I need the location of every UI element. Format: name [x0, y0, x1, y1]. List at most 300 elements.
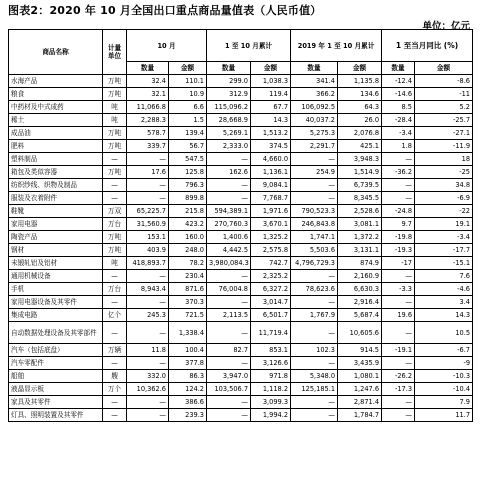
cell-cum-qty: 1,400.6: [207, 231, 251, 244]
cell-name: 服装及衣着附件: [9, 192, 103, 205]
cell-month-qty: —: [127, 357, 169, 370]
table-row: [9, 383, 473, 396]
table-row: [9, 396, 473, 409]
cell-cum-qty: —: [207, 153, 251, 166]
table-row: [9, 270, 473, 283]
cell-prev-amt: 2,871.4: [338, 396, 382, 409]
cell-month-qty: —: [127, 192, 169, 205]
cell-yoy-qty: -36.2: [382, 166, 415, 179]
cell-yoy-qty: -19.8: [382, 231, 415, 244]
cell-month-qty: —: [127, 409, 169, 422]
cell-cum-amt: 2,575.8: [251, 244, 291, 257]
table-row: [9, 127, 473, 140]
cell-unit: 万吨: [103, 231, 127, 244]
cell-unit: —: [103, 179, 127, 192]
cell-name: 船舶: [9, 370, 103, 383]
table-row: [9, 322, 473, 344]
cell-yoy-qty: -28.4: [382, 114, 415, 127]
cell-cum-amt: 1,971.6: [251, 205, 291, 218]
cell-yoy-qty: -3.3: [382, 283, 415, 296]
cell-yoy-amt: 5.2: [415, 101, 473, 114]
cell-unit: 万吨: [103, 140, 127, 153]
cell-prev-qty: 102.3: [291, 344, 338, 357]
cell-yoy-qty: -19.1: [382, 344, 415, 357]
cell-unit: 万吨: [103, 127, 127, 140]
cell-prev-amt: 134.6: [338, 88, 382, 101]
cell-unit: —: [103, 357, 127, 370]
cell-prev-amt: 6,739.5: [338, 179, 382, 192]
cell-month-qty: 17.6: [127, 166, 169, 179]
cell-name: 通用机械设备: [9, 270, 103, 283]
export-table: [8, 29, 473, 422]
cell-prev-qty: 5,275.3: [291, 127, 338, 140]
cell-month-qty: —: [127, 179, 169, 192]
cell-yoy-amt: -22: [415, 205, 473, 218]
cell-name: 集成电路: [9, 309, 103, 322]
cell-month-amt: 386.6: [169, 396, 207, 409]
cell-unit: 吨: [103, 101, 127, 114]
cell-month-amt: 139.4: [169, 127, 207, 140]
cell-prev-qty: —: [291, 296, 338, 309]
cell-yoy-amt: -9: [415, 357, 473, 370]
cell-month-qty: 403.9: [127, 244, 169, 257]
cell-yoy-qty: -17: [382, 257, 415, 270]
cell-cum-amt: 1,038.3: [251, 75, 291, 88]
cell-prev-amt: 3,948.3: [338, 153, 382, 166]
cell-cum-amt: 67.7: [251, 101, 291, 114]
table-row: [9, 179, 473, 192]
cell-cum-qty: 82.7: [207, 344, 251, 357]
cell-month-qty: 339.7: [127, 140, 169, 153]
cell-prev-amt: 3,435.9: [338, 357, 382, 370]
cell-month-amt: 377.8: [169, 357, 207, 370]
cell-prev-amt: 1,135.8: [338, 75, 382, 88]
table-row: [9, 205, 473, 218]
header-amt: 金额: [415, 62, 473, 75]
cell-unit: 万吨: [103, 88, 127, 101]
cell-cum-qty: 103,506.7: [207, 383, 251, 396]
cell-cum-qty: 3,947.0: [207, 370, 251, 383]
cell-yoy-amt: -8.6: [415, 75, 473, 88]
cell-cum-amt: 1,136.1: [251, 166, 291, 179]
cell-prev-qty: 78,623.6: [291, 283, 338, 296]
header-month: 10 月: [127, 30, 207, 62]
cell-cum-amt: 374.5: [251, 140, 291, 153]
cell-yoy-amt: -10.4: [415, 383, 473, 396]
cell-prev-amt: 3,081.1: [338, 218, 382, 231]
cell-name: 汽车零配件: [9, 357, 103, 370]
cell-cum-qty: —: [207, 357, 251, 370]
cell-prev-qty: 5,503.6: [291, 244, 338, 257]
cell-month-amt: 100.4: [169, 344, 207, 357]
table-row: [9, 101, 473, 114]
table-row: [9, 309, 473, 322]
cell-yoy-qty: 8.5: [382, 101, 415, 114]
cell-unit: 万吨: [103, 75, 127, 88]
cell-unit: 吨: [103, 114, 127, 127]
header-amt: 金额: [338, 62, 382, 75]
table-row: [9, 75, 473, 88]
cell-month-qty: 332.0: [127, 370, 169, 383]
cell-unit: —: [103, 192, 127, 205]
cell-unit: 万台: [103, 218, 127, 231]
cell-yoy-qty: —: [382, 270, 415, 283]
cell-cum-amt: 6,327.2: [251, 283, 291, 296]
cell-cum-qty: 4,442.5: [207, 244, 251, 257]
cell-prev-qty: —: [291, 409, 338, 422]
cell-prev-qty: —: [291, 153, 338, 166]
cell-yoy-amt: 19.1: [415, 218, 473, 231]
cell-cum-qty: 270,760.3: [207, 218, 251, 231]
cell-name: 灯具、照明装置及其零件: [9, 409, 103, 422]
cell-yoy-amt: -10.3: [415, 370, 473, 383]
cell-yoy-qty: -3.4: [382, 127, 415, 140]
cell-month-amt: 1.5: [169, 114, 207, 127]
cell-cum-amt: 9,084.1: [251, 179, 291, 192]
cell-month-amt: 86.3: [169, 370, 207, 383]
cell-prev-qty: 1,747.1: [291, 231, 338, 244]
cell-prev-qty: 106,092.5: [291, 101, 338, 114]
cell-month-qty: 10,362.6: [127, 383, 169, 396]
cell-yoy-amt: 7.9: [415, 396, 473, 409]
cell-month-amt: 239.3: [169, 409, 207, 422]
table-body: [9, 75, 473, 422]
cell-unit: —: [103, 396, 127, 409]
cell-yoy-amt: -6.9: [415, 192, 473, 205]
cell-prev-amt: 6,630.3: [338, 283, 382, 296]
table-row: [9, 357, 473, 370]
cell-name: 家具及其零件: [9, 396, 103, 409]
cell-yoy-qty: -12.4: [382, 75, 415, 88]
cell-month-qty: —: [127, 396, 169, 409]
cell-prev-qty: —: [291, 322, 338, 344]
header-amt: 金额: [169, 62, 207, 75]
cell-unit: 艘: [103, 370, 127, 383]
cell-unit: —: [103, 296, 127, 309]
cell-name: 粮食: [9, 88, 103, 101]
unit-label: 单位：亿元: [422, 21, 470, 32]
cell-yoy-qty: —: [382, 153, 415, 166]
table-row: [9, 244, 473, 257]
cell-prev-qty: 40,037.2: [291, 114, 338, 127]
cell-month-amt: 56.7: [169, 140, 207, 153]
cell-yoy-amt: 10.5: [415, 322, 473, 344]
cell-prev-qty: 2,291.7: [291, 140, 338, 153]
cell-month-amt: 721.5: [169, 309, 207, 322]
cell-name: 钢材: [9, 244, 103, 257]
cell-prev-amt: 1,784.7: [338, 409, 382, 422]
cell-cum-qty: 2,333.0: [207, 140, 251, 153]
cell-cum-qty: 76,004.8: [207, 283, 251, 296]
cell-month-qty: 153.1: [127, 231, 169, 244]
cell-cum-qty: —: [207, 270, 251, 283]
cell-yoy-qty: —: [382, 179, 415, 192]
cell-month-amt: 899.8: [169, 192, 207, 205]
cell-unit: 万辆: [103, 344, 127, 357]
cell-prev-amt: 1,247.6: [338, 383, 382, 396]
cell-prev-amt: 2,160.9: [338, 270, 382, 283]
cell-name: 自动数据处理设备及其零部件: [9, 322, 103, 344]
cell-prev-amt: 425.1: [338, 140, 382, 153]
header-unit: 计量单位: [103, 30, 127, 75]
cell-cum-amt: 4,660.0: [251, 153, 291, 166]
cell-yoy-qty: -14.6: [382, 88, 415, 101]
cell-cum-amt: 3,014.7: [251, 296, 291, 309]
header-qty: 数量: [127, 62, 169, 75]
cell-month-amt: 230.4: [169, 270, 207, 283]
cell-prev-qty: —: [291, 270, 338, 283]
cell-unit: 万个: [103, 383, 127, 396]
cell-yoy-qty: —: [382, 396, 415, 409]
cell-cum-qty: 2,113.5: [207, 309, 251, 322]
table-row: [9, 114, 473, 127]
cell-prev-qty: 4,796,729.3: [291, 257, 338, 270]
cell-month-amt: 871.6: [169, 283, 207, 296]
header-qty: 数量: [207, 62, 251, 75]
header-amt: 金额: [251, 62, 291, 75]
cell-yoy-qty: —: [382, 357, 415, 370]
cell-prev-amt: 64.3: [338, 101, 382, 114]
table-row: [9, 231, 473, 244]
header-prev-cumulative: 2019 年 1 至 10 月累计: [291, 30, 382, 62]
cell-month-qty: 65,225.7: [127, 205, 169, 218]
cell-prev-amt: 1,372.2: [338, 231, 382, 244]
cell-cum-amt: 971.8: [251, 370, 291, 383]
cell-unit: 万双: [103, 205, 127, 218]
cell-prev-qty: 254.9: [291, 166, 338, 179]
cell-yoy-amt: -3.4: [415, 231, 473, 244]
cell-month-amt: 796.3: [169, 179, 207, 192]
table-row: [9, 409, 473, 422]
cell-name: 箱包及类似容器: [9, 166, 103, 179]
cell-month-amt: 160.0: [169, 231, 207, 244]
cell-unit: —: [103, 409, 127, 422]
cell-yoy-amt: -15.1: [415, 257, 473, 270]
cell-cum-qty: 3,980,084.3: [207, 257, 251, 270]
header-qty: 数量: [382, 62, 415, 75]
cell-cum-amt: 1,994.2: [251, 409, 291, 422]
cell-cum-qty: 312.9: [207, 88, 251, 101]
cell-cum-amt: 3,099.3: [251, 396, 291, 409]
cell-prev-amt: 8,345.5: [338, 192, 382, 205]
cell-prev-amt: 26.0: [338, 114, 382, 127]
cell-yoy-amt: 34.8: [415, 179, 473, 192]
cell-month-amt: 547.5: [169, 153, 207, 166]
table-row: [9, 370, 473, 383]
cell-cum-amt: 14.3: [251, 114, 291, 127]
cell-cum-qty: 115,096.2: [207, 101, 251, 114]
cell-unit: 万吨: [103, 244, 127, 257]
cell-cum-amt: 853.1: [251, 344, 291, 357]
cell-unit: 亿个: [103, 309, 127, 322]
cell-yoy-amt: -25: [415, 166, 473, 179]
cell-cum-qty: —: [207, 409, 251, 422]
cell-prev-qty: —: [291, 192, 338, 205]
cell-yoy-amt: -4.6: [415, 283, 473, 296]
cell-yoy-qty: 1.8: [382, 140, 415, 153]
header-cumulative: 1 至 10 月累计: [207, 30, 291, 62]
cell-month-amt: 124.2: [169, 383, 207, 396]
cell-name: 家用电器设备及其零件: [9, 296, 103, 309]
cell-month-amt: 78.2: [169, 257, 207, 270]
cell-prev-amt: 2,076.8: [338, 127, 382, 140]
cell-cum-amt: 7,768.7: [251, 192, 291, 205]
cell-name: 液晶显示板: [9, 383, 103, 396]
cell-prev-amt: 3,131.1: [338, 244, 382, 257]
cell-yoy-amt: 11.7: [415, 409, 473, 422]
cell-month-amt: 110.1: [169, 75, 207, 88]
cell-cum-amt: 1,513.2: [251, 127, 291, 140]
cell-cum-amt: 742.7: [251, 257, 291, 270]
table-row: [9, 218, 473, 231]
cell-cum-qty: —: [207, 179, 251, 192]
cell-prev-qty: 790,523.3: [291, 205, 338, 218]
cell-yoy-amt: 3.4: [415, 296, 473, 309]
cell-month-amt: 125.8: [169, 166, 207, 179]
cell-month-qty: —: [127, 270, 169, 283]
cell-cum-amt: 3,670.1: [251, 218, 291, 231]
cell-cum-qty: 299.0: [207, 75, 251, 88]
cell-yoy-qty: —: [382, 322, 415, 344]
cell-month-qty: 32.4: [127, 75, 169, 88]
cell-cum-qty: 5,269.1: [207, 127, 251, 140]
cell-prev-amt: 1,514.9: [338, 166, 382, 179]
cell-prev-qty: 366.2: [291, 88, 338, 101]
table-row: [9, 192, 473, 205]
cell-cum-amt: 11,719.4: [251, 322, 291, 344]
cell-prev-amt: 914.5: [338, 344, 382, 357]
table-row: [9, 88, 473, 101]
table-row: [9, 296, 473, 309]
cell-name: 家用电器: [9, 218, 103, 231]
cell-prev-qty: 246,843.8: [291, 218, 338, 231]
cell-yoy-qty: -17.3: [382, 383, 415, 396]
cell-yoy-amt: -25.7: [415, 114, 473, 127]
cell-prev-amt: 874.9: [338, 257, 382, 270]
cell-yoy-qty: 19.6: [382, 309, 415, 322]
cell-unit: 万吨: [103, 166, 127, 179]
cell-prev-amt: 1,080.1: [338, 370, 382, 383]
cell-name: 成品油: [9, 127, 103, 140]
cell-month-amt: 10.9: [169, 88, 207, 101]
cell-cum-amt: 119.4: [251, 88, 291, 101]
cell-month-qty: 11,066.8: [127, 101, 169, 114]
cell-name: 中药材及中式成药: [9, 101, 103, 114]
cell-prev-amt: 2,528.6: [338, 205, 382, 218]
cell-cum-amt: 1,118.2: [251, 383, 291, 396]
cell-unit: 万台: [103, 283, 127, 296]
cell-unit: 吨: [103, 257, 127, 270]
cell-name: 未锻轧铝及铝材: [9, 257, 103, 270]
cell-name: 陶瓷产品: [9, 231, 103, 244]
cell-name: 纺织纱线、织物及制品: [9, 179, 103, 192]
cell-month-qty: 8,943.4: [127, 283, 169, 296]
cell-prev-qty: —: [291, 396, 338, 409]
cell-cum-amt: 2,325.2: [251, 270, 291, 283]
table-row: [9, 257, 473, 270]
cell-month-amt: 370.3: [169, 296, 207, 309]
cell-unit: —: [103, 153, 127, 166]
cell-yoy-amt: -27.1: [415, 127, 473, 140]
cell-cum-amt: 6,501.7: [251, 309, 291, 322]
cell-month-qty: 31,560.9: [127, 218, 169, 231]
cell-month-amt: 215.8: [169, 205, 207, 218]
cell-prev-qty: 125,185.1: [291, 383, 338, 396]
cell-yoy-qty: 9.7: [382, 218, 415, 231]
cell-yoy-qty: —: [382, 192, 415, 205]
cell-cum-qty: 28,668.9: [207, 114, 251, 127]
cell-name: 水海产品: [9, 75, 103, 88]
cell-month-qty: —: [127, 296, 169, 309]
cell-month-qty: —: [127, 153, 169, 166]
cell-month-amt: 6.6: [169, 101, 207, 114]
cell-month-qty: 578.7: [127, 127, 169, 140]
cell-prev-qty: 1,767.9: [291, 309, 338, 322]
cell-yoy-amt: -11: [415, 88, 473, 101]
cell-month-qty: 32.1: [127, 88, 169, 101]
cell-name: 鞋靴: [9, 205, 103, 218]
cell-month-qty: 418,893.7: [127, 257, 169, 270]
cell-month-qty: 245.3: [127, 309, 169, 322]
cell-prev-qty: 5,348.0: [291, 370, 338, 383]
cell-cum-qty: 162.6: [207, 166, 251, 179]
cell-month-amt: 1,338.4: [169, 322, 207, 344]
table-row: [9, 283, 473, 296]
cell-yoy-amt: 18: [415, 153, 473, 166]
table-row: [9, 153, 473, 166]
cell-unit: —: [103, 270, 127, 283]
cell-name: 肥料: [9, 140, 103, 153]
cell-prev-amt: 10,605.6: [338, 322, 382, 344]
cell-prev-amt: 2,916.4: [338, 296, 382, 309]
cell-yoy-amt: 7.6: [415, 270, 473, 283]
cell-prev-qty: —: [291, 357, 338, 370]
cell-yoy-qty: -24.8: [382, 205, 415, 218]
cell-yoy-qty: -26.2: [382, 370, 415, 383]
header-yoy: 1 至当月同比 (%): [382, 30, 473, 62]
cell-month-qty: 11.8: [127, 344, 169, 357]
cell-prev-qty: 341.4: [291, 75, 338, 88]
table-row: [9, 166, 473, 179]
cell-yoy-amt: 14.3: [415, 309, 473, 322]
cell-unit: —: [103, 322, 127, 344]
cell-month-qty: 2,288.3: [127, 114, 169, 127]
cell-name: 稀土: [9, 114, 103, 127]
cell-cum-qty: —: [207, 396, 251, 409]
header-qty: 数量: [291, 62, 338, 75]
cell-yoy-amt: -11.9: [415, 140, 473, 153]
cell-yoy-amt: -17.7: [415, 244, 473, 257]
cell-yoy-qty: —: [382, 296, 415, 309]
table-row: [9, 140, 473, 153]
cell-cum-qty: —: [207, 296, 251, 309]
cell-cum-amt: 3,126.6: [251, 357, 291, 370]
table-row: [9, 344, 473, 357]
cell-name: 塑料制品: [9, 153, 103, 166]
header-name: 商品名称: [9, 30, 103, 75]
cell-yoy-amt: -6.7: [415, 344, 473, 357]
cell-yoy-qty: -19.3: [382, 244, 415, 257]
cell-month-qty: —: [127, 322, 169, 344]
cell-cum-qty: 594,389.1: [207, 205, 251, 218]
cell-cum-qty: —: [207, 322, 251, 344]
cell-month-amt: 423.2: [169, 218, 207, 231]
cell-name: 手机: [9, 283, 103, 296]
cell-cum-qty: —: [207, 192, 251, 205]
table-title: 图表2：2020 年 10 月全国出口重点商品量值表（人民币值）: [8, 4, 322, 17]
cell-prev-amt: 5,687.4: [338, 309, 382, 322]
cell-yoy-qty: —: [382, 409, 415, 422]
